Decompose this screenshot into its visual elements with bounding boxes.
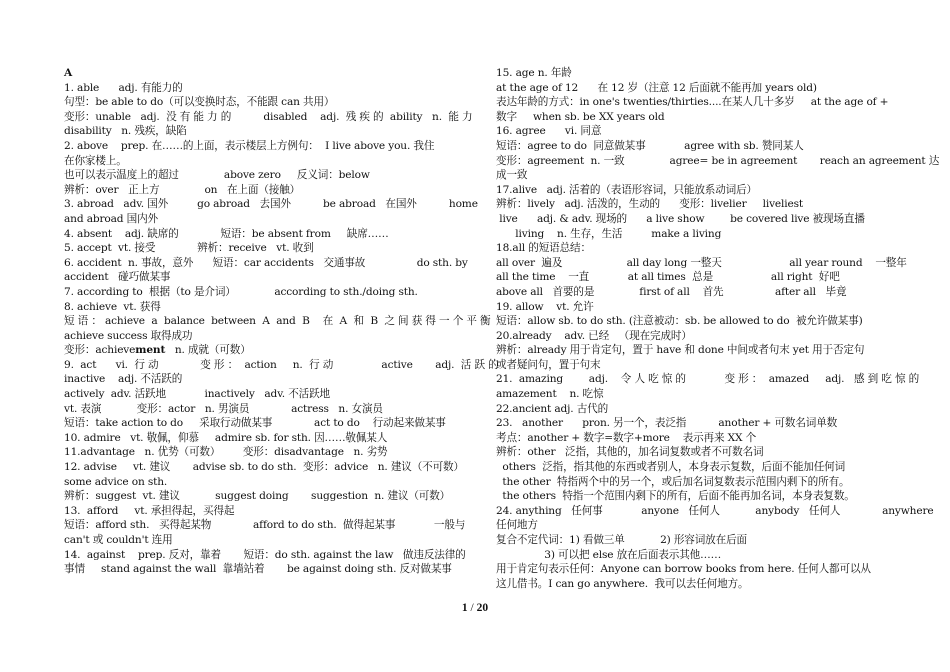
text-line xyxy=(64,445,454,460)
text-line xyxy=(496,154,940,169)
line-text: 17.alive adj. 活着的（表语形容词，只能放系动词后） xyxy=(496,183,757,196)
line-text: 16. agree vi. 同意 xyxy=(496,125,602,138)
line-text: 短 语 ： achieve a balance between A and B 在 A 和 B 之 间 获 得 一 个 平 衡 xyxy=(64,315,491,328)
left-column xyxy=(64,66,499,577)
line-text: 11.advantage n. 优势（可数） 变形：disadvantage n. 劣势 xyxy=(64,446,388,459)
line-text: 考点：another + 数字=数字+more 表示再来 XX 个 xyxy=(496,431,757,444)
text-line xyxy=(496,460,888,475)
text-line xyxy=(64,518,466,533)
text-line xyxy=(64,227,454,242)
text-line xyxy=(496,183,888,198)
line-text: 表达年龄的方式：in one's twenties/thirties....在某人几十多岁 at the age of + xyxy=(496,96,889,109)
line-text: accident 碰巧做某事 xyxy=(64,271,171,284)
text-line xyxy=(64,81,454,96)
text-line xyxy=(496,504,934,519)
line-text: 或者疑问句，置于句末 xyxy=(496,358,601,371)
line-text: 辨析：already 用于肯定句，置于 have 和 done 中间或者句末 yet 用于否定句 xyxy=(496,344,865,357)
text-line xyxy=(64,372,454,387)
total-pages: 20 xyxy=(476,602,489,614)
line-text: 任何地方 xyxy=(496,519,538,532)
line-text: 5. accept vt. 接受 辨析：receive vt. 收到 xyxy=(64,242,314,255)
text-line xyxy=(496,329,888,344)
line-text: at the age of 12 在 12 岁（注意 12 后面就不能再加 years old) xyxy=(496,81,817,94)
text-line xyxy=(496,124,888,139)
line-text: 也可以表示温度上的超过 above zero 反义词：below xyxy=(64,169,370,182)
text-line xyxy=(496,475,888,490)
line-text: 3. abroad adv. 国外 go abroad 去国外 be abroad 在国外 home xyxy=(64,198,478,211)
line-text: 2. above prep. 在……的上面，表示楼层上方例句： I live above you. 我住 xyxy=(64,139,435,152)
text-line xyxy=(64,256,468,271)
text-line xyxy=(496,139,888,154)
line-text: above all 首要的是 first of all 首先 after all 毕竟 xyxy=(496,285,847,298)
line-text: 辨析：suggest vt. 建议 suggest doing suggestion n. 建议（可数） xyxy=(64,490,451,503)
line-text: 用于肯定句表示任何：Anyone can borrow books from here. 任何人都可以从 xyxy=(496,563,871,576)
line-text: 23. another pron. 另一个，表泛指 another + 可数名词单数 xyxy=(496,417,838,430)
line-text: actively adv. 活跃地 inactively adv. 不活跃地 xyxy=(64,388,330,401)
line-text: 24. anything 任何事 anyone 任何人 anybody 任何人 anywhere xyxy=(496,504,934,517)
text-line xyxy=(496,372,920,387)
text-line xyxy=(496,212,888,227)
page-separator: / xyxy=(467,602,477,614)
text-line xyxy=(496,416,888,431)
line-text: vt. 表演 变形：actor n. 男演员 actress n. 女演员 xyxy=(64,402,383,415)
text-line xyxy=(64,504,454,519)
line-text: 10. admire vt. 敬佩，仰慕 admire sb. for sth. 因……敬佩某人 xyxy=(64,431,388,444)
line-text: and abroad 国内外 xyxy=(64,212,158,225)
text-line xyxy=(496,95,888,110)
current-page: 1 xyxy=(461,602,468,614)
line-text: 成一致 xyxy=(496,169,528,182)
line-text: living n. 生存，生活 make a living xyxy=(496,227,722,240)
line-text: 22.ancient adj. 古代的 xyxy=(496,402,609,415)
line-text: 7. according to 根据（to 是介词） according to sth./doing sth. xyxy=(64,285,418,298)
text-line xyxy=(64,460,464,475)
line-text: 短语：take action to do 采取行动做某事 act to do 行动起来做某事 xyxy=(64,417,446,430)
text-line xyxy=(496,66,888,81)
text-line xyxy=(64,95,454,110)
text-line xyxy=(64,533,454,548)
line-text: all over 遍及 all day long 一整天 all year round 一整年 xyxy=(496,256,907,269)
text-line xyxy=(496,562,888,577)
text-line xyxy=(64,270,454,285)
text-line xyxy=(496,168,888,183)
line-text: 14. against prep. 反对，靠着 短语：do sth. against the law 做违反法律的 xyxy=(64,548,466,561)
line-text: 变形：achieve xyxy=(64,344,136,357)
text-line xyxy=(64,300,454,315)
text-line xyxy=(64,154,454,169)
text-line xyxy=(496,358,888,373)
line-text: 3) 可以把 else 放在后面表示其他…… xyxy=(496,548,722,561)
text-line xyxy=(496,110,888,125)
text-line xyxy=(496,343,888,358)
text-line xyxy=(496,285,888,300)
text-line xyxy=(496,431,888,446)
text-line xyxy=(64,285,454,300)
line-text: 1. able adj. 有能力的 xyxy=(64,81,183,94)
text-line xyxy=(64,548,466,563)
text-line xyxy=(64,124,454,139)
line-rest: n. 成就（可数） xyxy=(165,344,251,357)
page-number xyxy=(0,602,950,614)
line-text: 短语：allow sb. to do sth. (注意被动：sb. be allowed to do 被允许做某事) xyxy=(496,315,863,328)
text-line xyxy=(64,387,454,402)
line-text: the other 特指两个中的另一个，或后加名词复数表示范围内剩下的所有。 xyxy=(496,475,850,488)
line-text: live adj. & adv. 现场的 a live show be covered live 被现场直播 xyxy=(496,212,865,225)
line-text: inactive adj. 不活跃的 xyxy=(64,373,183,386)
line-text: some advice on sth. xyxy=(64,475,168,488)
text-line xyxy=(64,241,454,256)
line-text: amazement n. 吃惊 xyxy=(496,388,604,401)
text-line xyxy=(64,212,454,227)
text-line xyxy=(496,314,888,329)
text-line xyxy=(64,402,454,417)
line-text: can't 或 couldn't 连用 xyxy=(64,534,173,546)
line-text: 辨析：over 正上方 on 在上面（接触） xyxy=(64,183,301,196)
line-text: 辨析：other 泛指，其他的，加名词复数或者不可数名词 xyxy=(496,446,764,459)
text-line xyxy=(496,402,888,417)
line-text: 数字 when sb. be XX years old xyxy=(496,110,665,123)
line-text: others 泛指，指其他的东西或者别人，本身表示复数，后面不能加任何词 xyxy=(496,461,846,474)
line-text: all the time 一直 at all times 总是 all right 好吧 xyxy=(496,271,840,284)
text-line xyxy=(64,431,454,446)
line-text: 6. accident n. 事故，意外 短语：car accidents 交通事故 do sth. by xyxy=(64,256,468,269)
line-text: A xyxy=(64,67,73,79)
text-line xyxy=(496,300,888,315)
text-line xyxy=(64,489,454,504)
line-text: 4. absent adj. 缺席的 短语：be absent from 缺席…… xyxy=(64,227,389,240)
text-line xyxy=(496,256,907,271)
text-line xyxy=(64,110,473,125)
text-line xyxy=(64,475,454,490)
text-line xyxy=(496,518,888,533)
text-line xyxy=(496,270,888,285)
line-text: 短语：afford sth. 买得起某物 afford to do sth. 做得起某事 一般与 xyxy=(64,519,466,532)
line-text: 变形：unable adj. 没 有 能 力 的 disabled adj. 残 疾 的 ability n. 能 力 xyxy=(64,110,473,123)
text-line xyxy=(64,358,499,373)
text-line xyxy=(496,533,888,548)
line-text: achieve success 取得成功 xyxy=(64,329,193,342)
text-line xyxy=(496,489,888,504)
text-line xyxy=(496,387,888,402)
line-text: 辨析：lively adj. 活泼的，生动的 变形：livelier liveliest xyxy=(496,198,804,211)
text-line xyxy=(64,197,478,212)
text-line xyxy=(496,197,888,212)
text-line xyxy=(496,548,888,563)
bold-suffix: ment xyxy=(135,344,166,357)
line-text: 变形：agreement n. 一致 agree= be in agreement reach an agreement 达 xyxy=(496,154,940,167)
line-text: 短语：agree to do 同意做某事 agree with sb. 赞同某人 xyxy=(496,139,804,152)
text-line xyxy=(64,343,454,358)
text-line xyxy=(496,577,888,592)
line-text: 句型：be able to do（可以变换时态，不能跟 can 共用） xyxy=(64,96,335,109)
text-line xyxy=(64,329,454,344)
text-line xyxy=(64,66,454,81)
right-column xyxy=(496,66,940,591)
text-line xyxy=(64,562,454,577)
line-text: the others 特指一个范围内剩下的所有，后面不能再加名词，本身表复数。 xyxy=(496,490,855,503)
line-text: 13. afford vt. 承担得起，买得起 xyxy=(64,504,235,517)
line-text: 19. allow vt. 允许 xyxy=(496,300,594,313)
text-line xyxy=(64,139,454,154)
line-text: disability n. 残疾，缺陷 xyxy=(64,125,187,138)
text-line xyxy=(64,168,454,183)
line-text: 20.already adv. 已经 （现在完成时） xyxy=(496,329,692,342)
text-line xyxy=(496,227,888,242)
line-text: 这儿借书。I can go anywhere. 我可以去任何地方。 xyxy=(496,577,749,590)
line-text: 15. age n. 年龄 xyxy=(496,67,572,79)
text-line xyxy=(64,183,454,198)
text-line xyxy=(64,314,491,329)
text-line xyxy=(64,416,454,431)
line-text: 12. advise vt. 建议 advise sb. to do sth. 变形：advice n. 建议（不可数） xyxy=(64,461,464,474)
line-text: 在你家楼上。 xyxy=(64,154,127,167)
line-text: 8. achieve vt. 获得 xyxy=(64,300,161,313)
line-text: 9. act vi. 行 动 变 形 ： action n. 行 动 active adj. 活 跃 的 xyxy=(64,358,499,371)
line-text: 18.all 的短语总结： xyxy=(496,242,591,255)
line-text: 复合不定代词：1) 看做三单 2) 形容词放在后面 xyxy=(496,534,747,546)
line-text: 事情 stand against the wall 靠墙站着 be against doing sth. 反对做某事 xyxy=(64,563,452,576)
text-line xyxy=(496,81,888,96)
text-line xyxy=(496,241,888,256)
text-line xyxy=(496,445,888,460)
line-text: 21. amazing adj. 令 人 吃 惊 的 变 形 ： amazed adj. 感 到 吃 惊 的 xyxy=(496,373,920,386)
